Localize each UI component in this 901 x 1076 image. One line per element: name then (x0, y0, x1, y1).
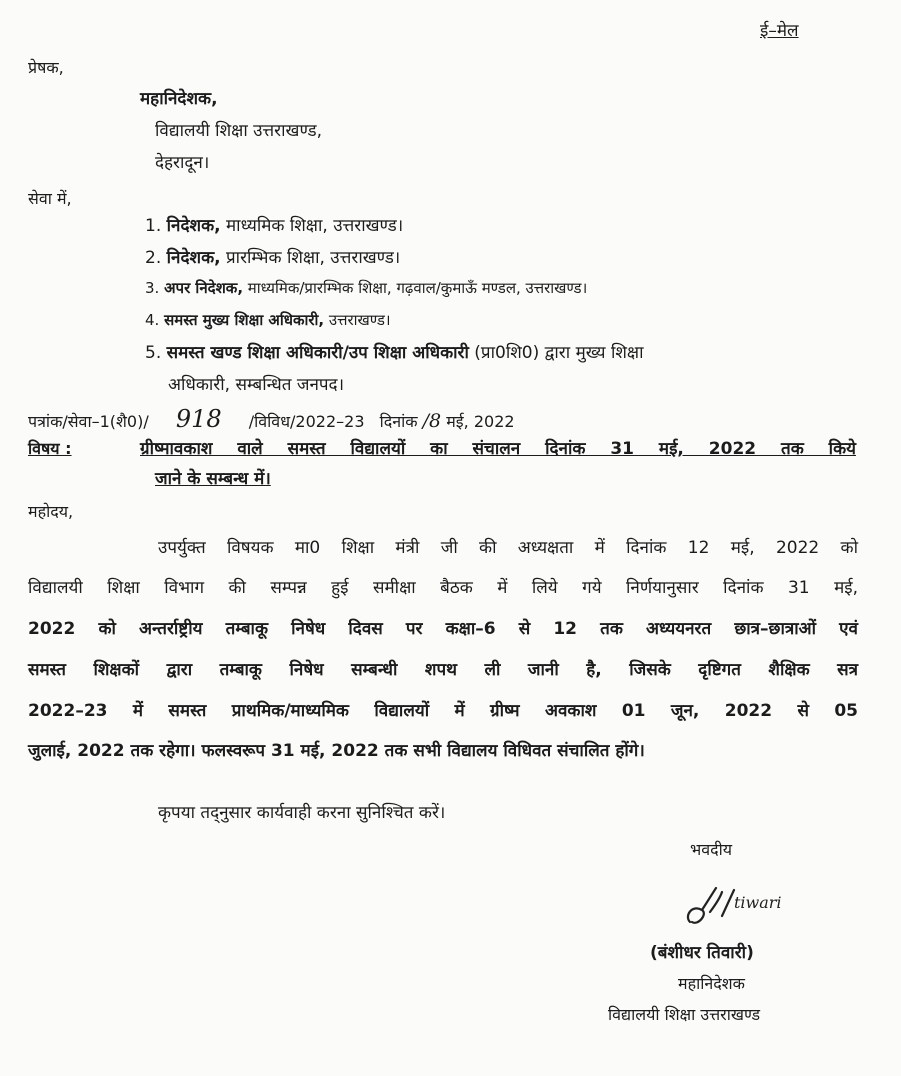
recipient-title: निदेशक, (166, 248, 221, 268)
reference-date-rest: मई, 2022 (446, 412, 515, 431)
reference-suffix: /विविध/2022–23 (248, 412, 365, 431)
sender-title: महानिदेशक, (140, 89, 218, 109)
body-line-text: जुलाई, 2022 तक रहेगा। फलस्वरूप 31 मई, 2022 तक सभी विद्यालय विधिवत संचालित होंगे। (28, 741, 645, 761)
recipient-title: निदेशक, (166, 216, 221, 236)
reference-date-label: दिनांक (379, 412, 418, 431)
recipient-rest: उत्तराखण्ड। (324, 311, 391, 329)
email-label: ई–मेल (760, 21, 799, 41)
recipient-num: 2. (145, 248, 162, 268)
recipient-item (145, 278, 587, 298)
reference-date-hand: /8 (422, 410, 442, 432)
body-line-text: समस्त शिक्षकों द्वारा तम्बाकू निषेध सम्बन्धी शपथ ली जानी है, जिसके दृष्टिगत शैक्षिक सत्र (28, 660, 858, 680)
recipient-title: अपर निदेशक, (164, 279, 244, 297)
salutation: महोदय, (28, 502, 74, 521)
recipient-num: 3. (145, 279, 160, 297)
sender-label: प्रेषक, (28, 58, 64, 77)
body-line (28, 575, 858, 598)
body-paragraph (28, 535, 858, 775)
recipient-item (145, 340, 644, 363)
body-line (28, 657, 858, 680)
recipient-title: समस्त खण्ड शिक्षा अधिकारी/उप शिक्षा अधिकारी (166, 343, 469, 363)
request-paragraph: कृपया तद्नुसार कार्यवाही करना सुनिश्चित करें। (158, 803, 446, 823)
body-line (28, 698, 858, 721)
subject-line-1 (140, 436, 856, 459)
recipient-rest: (प्रा0शि0) द्वारा मुख्य शिक्षा (468, 343, 644, 363)
signatory-name: (बंशीधर तिवारी) (650, 943, 754, 963)
recipient-item (145, 245, 400, 268)
body-line (28, 616, 858, 639)
recipient-continuation: अधिकारी, सम्बन्धित जनपद। (168, 375, 345, 395)
recipient-item (145, 213, 403, 236)
body-line-text: उपर्युक्त विषयक मा0 शिक्षा मंत्री जी की अध्यक्षता में दिनांक 12 मई, 2022 को (158, 538, 858, 558)
body-line (158, 535, 858, 558)
closing-yours: भवदीय (690, 840, 733, 859)
subject-text-1: ग्रीष्मावकाश वाले समस्त विद्यालयों का संचालन दिनांक 31 मई, 2022 तक किये (140, 439, 856, 459)
signatory-office: विद्यालयी शिक्षा उत्तराखण्ड (608, 1005, 761, 1024)
signature-text: tiwari (734, 893, 782, 912)
subject-label: विषय : (28, 439, 72, 458)
reference-prefix: पत्रांक/सेवा–1(शै0)/ (28, 412, 149, 431)
subject-line-2: जाने के सम्बन्ध में। (155, 469, 271, 489)
body-line-text: 2022 को अन्तर्राष्ट्रीय तम्बाकू निषेध दिवस पर कक्षा–6 से 12 तक अध्ययनरत छात्र–छात्राओं एवं (28, 619, 858, 639)
recipient-num: 4. (145, 311, 160, 329)
recipients-label: सेवा में, (28, 189, 72, 208)
sender-office: विद्यालयी शिक्षा उत्तराखण्ड, (155, 121, 323, 141)
recipient-rest: प्रारम्भिक शिक्षा, उत्तराखण्ड। (220, 248, 401, 268)
recipient-rest: माध्यमिक/प्रारम्भिक शिक्षा, गढ़वाल/कुमाऊँ मण्डल, उत्तराखण्ड। (243, 279, 588, 297)
reference-number: 918 (175, 405, 222, 433)
body-line-text: विद्यालयी शिक्षा विभाग की सम्पन्न हुई समीक्षा बैठक में लिये गये निर्णयानुसार दिनांक 31 मई, (28, 578, 858, 598)
signature-image (676, 882, 786, 932)
body-line-text: 2022–23 में समस्त प्राथमिक/माध्यमिक विद्यालयों में ग्रीष्म अवकाश 01 जून, 2022 से 05 (28, 701, 858, 721)
signatory-designation: महानिदेशक (678, 974, 745, 993)
recipient-item (145, 310, 391, 330)
sender-city: देहरादून। (155, 153, 210, 173)
reference-line (28, 405, 515, 433)
recipient-num: 1. (145, 216, 162, 236)
recipient-title: समस्त मुख्य शिक्षा अधिकारी, (164, 311, 325, 329)
recipient-rest: माध्यमिक शिक्षा, उत्तराखण्ड। (220, 216, 404, 236)
body-line (28, 738, 645, 761)
recipient-num: 5. (145, 343, 162, 363)
